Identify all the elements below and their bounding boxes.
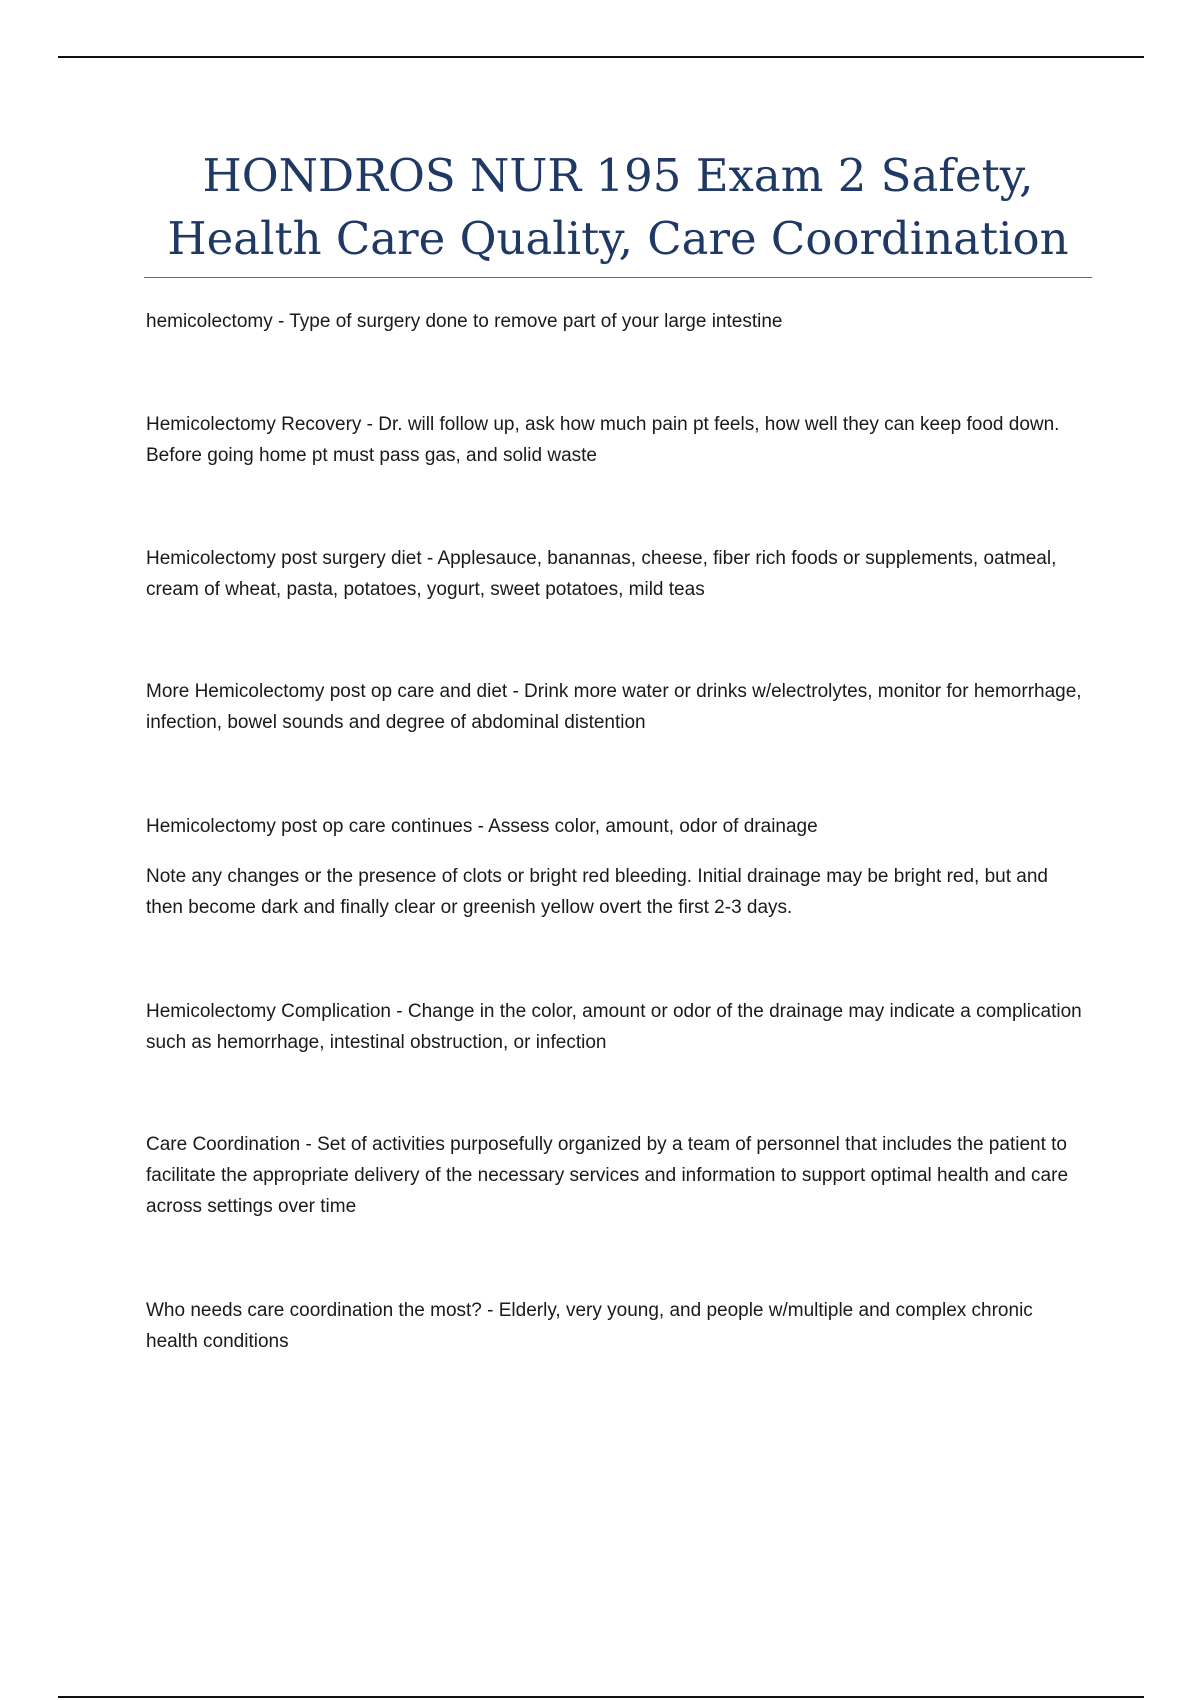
entry-drainage-note: Note any changes or the presence of clots or bright red bleeding. Initial drainage may be bright red, but and then become dark and finally clear or greenish yellow overt the first 2-3 days.	[146, 866, 1048, 918]
entry-who-needs-care-coordination: Who needs care coordination the most? - Elderly, very young, and people w/multiple and complex chronic health conditions	[146, 1300, 1033, 1352]
entry-post-surgery-diet: Hemicolectomy post surgery diet - Applesauce, banannas, cheese, fiber rich foods or supplements, oatmeal, cream of wheat, pasta, potatoes, yogurt, sweet potatoes, mild teas	[146, 548, 1057, 600]
title-underline	[144, 277, 1092, 278]
entry-post-op-care-diet: More Hemicolectomy post op care and diet - Drink more water or drinks w/electrolytes, monitor for hemorrhage, infection, bowel sounds and degree of abdominal distention	[146, 681, 1082, 733]
entry-hemicolectomy: hemicolectomy - Type of surgery done to remove part of your large intestine	[146, 311, 783, 332]
entry-care-coordination: Care Coordination - Set of activities purposefully organized by a team of personnel that includes the patient to facilitate the appropriate delivery of the necessary services and information to support optimal health and care across settings over time	[146, 1134, 1069, 1217]
page-top-rule	[58, 56, 1144, 58]
title-line-1: HONDROS NUR 195 Exam 2 Safety,	[202, 149, 1034, 202]
page-title	[144, 144, 1092, 270]
page-bottom-rule	[58, 1696, 1144, 1698]
entry-hemicolectomy-complication: Hemicolectomy Complication - Change in the color, amount or odor of the drainage may indicate a complication such as hemorrhage, intestinal obstruction, or infection	[146, 1001, 1082, 1053]
title-line-2: Health Care Quality, Care Coordination	[167, 212, 1069, 265]
entry-post-op-care-continues: Hemicolectomy post op care continues - Assess color, amount, odor of drainage	[146, 816, 818, 837]
entry-hemicolectomy-recovery: Hemicolectomy Recovery - Dr. will follow up, ask how much pain pt feels, how well they can keep food down. Before going home pt must pass gas, and solid waste	[146, 414, 1060, 466]
